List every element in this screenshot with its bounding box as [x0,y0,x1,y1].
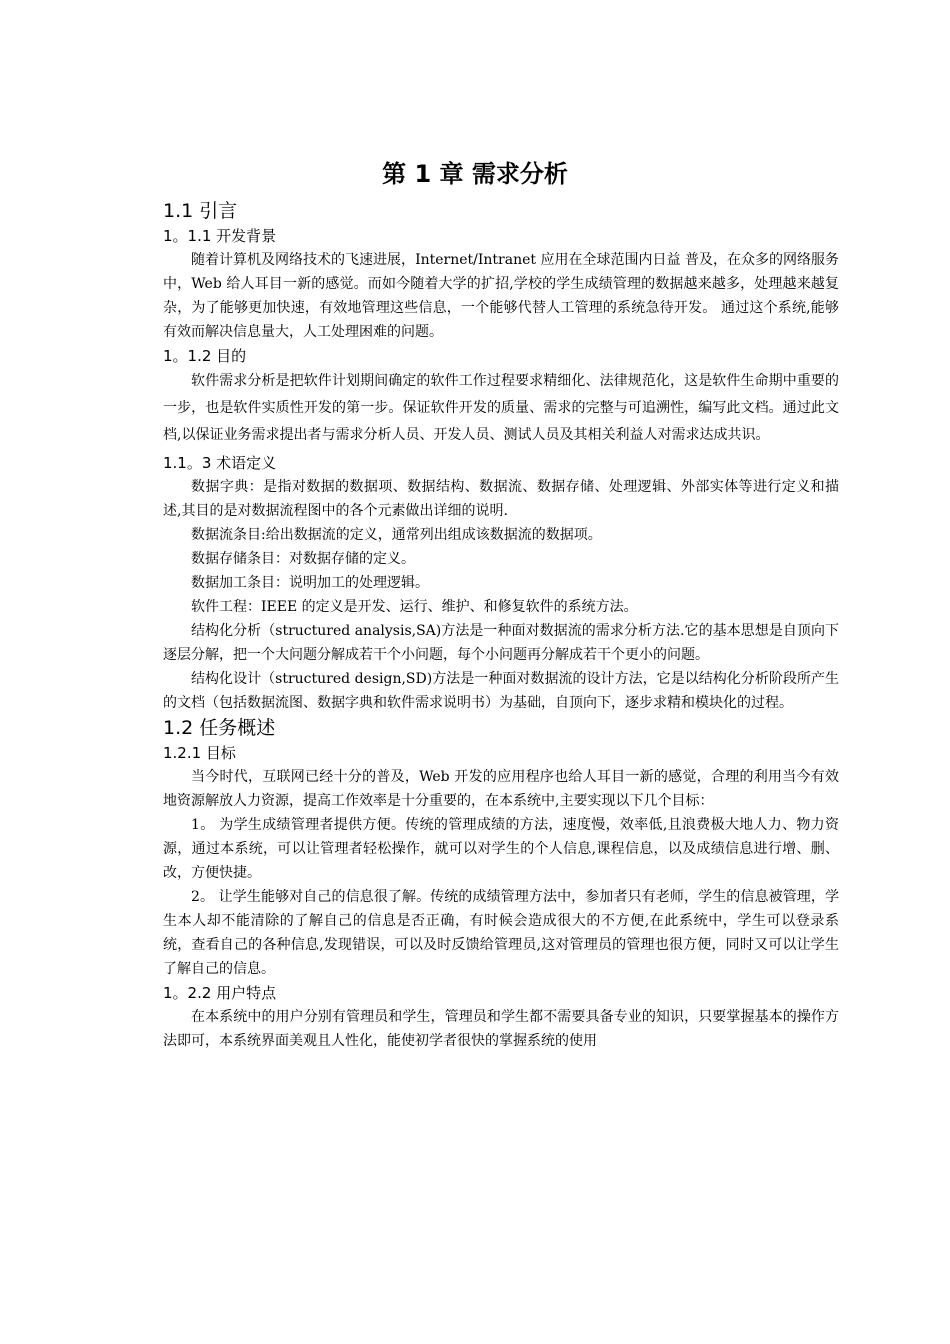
paragraph: 在本系统中的用户分别有管理员和学生，管理员和学生都不需要具备专业的知识，只要掌握基本的操作方法即可，本系统界面美观且人性化，能使初学者很快的掌握系统的使用 [163,1009,839,1049]
section-1-2-1-heading: 1.2.1 目标 [163,744,236,762]
paragraph: 软件需求分析是把软件计划期间确定的软件工作过程要求精细化、法律规范化，这是软件生命期中重要的一步，也是软件实质性开发的第一步。保证软件开发的质量、需求的完整与可追溯性，编写此文档。通过此文档,以保证业务需求提出者与需求分析人员、开发人员、测试人员及其相关利益人对需求达成共识。 [163,373,839,443]
paragraph: 1。 为学生成绩管理者提供方便。传统的管理成绩的方法，速度慢，效率低,且浪费极大地人力、物力资源，通过本系统，可以让管理者轻松操作，就可以对学生的个人信息,课程信息，以及成绩信息进行增、删、改，方便快捷。 [163,817,839,881]
paragraph: 数据字典：是指对数据的数据项、数据结构、数据流、数据存储、处理逻辑、外部实体等进行定义和描述,其目的是对数据流程图中的各个元素做出详细的说明. [163,479,839,519]
paragraph: 当今时代，互联网已经十分的普及，Web 开发的应用程序也给人耳目一新的感觉，合理的利用当今有效地资源解放人力资源，提高工作效率是十分重要的，在本系统中,主要实现以下几个目标： [163,769,839,809]
paragraph: 结构化设计（structured design,SD)方法是一种面对数据流的设计方法，它是以结构化分析阶段所产生的文档（包括数据流图、数据字典和软件需求说明书）为基础，自顶向下，逐步求精和模块化的过程。 [163,671,839,711]
document-body [163,198,839,1053]
paragraph: 数据存储条目：对数据存储的定义。 [191,551,415,567]
paragraph: 数据加工条目：说明加工的处理逻辑。 [191,575,429,591]
section-1-1-3-heading: 1.1。3 术语定义 [163,454,277,472]
section-1-1-heading: 1.1 引言 [163,200,238,222]
section-1-1-1-heading: 1。1.1 开发背景 [163,227,277,245]
section-1-1-2-heading: 1。1.2 目的 [163,347,247,365]
paragraph: 随着计算机及网络技术的飞速进展，Internet/Intranet 应用在全球范围内日益 普及，在众多的网络服务中，Web 给人耳目一新的感觉。而如今随着大学的扩招,学校的学生成绩管理的数据越来越多，处理越来越复杂，为了能够更加快速，有效地管理这些信息，一个能够代替人工管理的系统急待开发。 通过这个系统,能够有效而解决信息量大，人工处理困难的问题。 [163,252,839,340]
section-1-2-heading: 1.2 任务概述 [163,717,276,739]
paragraph: 2。 让学生能够对自己的信息很了解。传统的成绩管理方法中，参加者只有老师，学生的信息被管理，学生本人却不能清除的了解自己的信息是否正确，有时候会造成很大的不方便,在此系统中，学生可以登录系统，查看自己的各种信息,发现错误，可以及时反馈给管理员,这对管理员的管理也很方便，同时又可以让学生了解自己的信息。 [163,889,839,977]
chapter-title: 第 1 章 需求分析 [382,160,568,188]
section-1-2-2-heading: 1。2.2 用户特点 [163,984,277,1002]
paragraph: 数据流条目:给出数据流的定义，通常列出组成该数据流的数据项。 [191,527,602,543]
paragraph: 软件工程：IEEE 的定义是开发、运行、维护、和修复软件的系统方法。 [191,599,638,615]
paragraph: 结构化分析（structured analysis,SA)方法是一种面对数据流的需求分析方法.它的基本思想是自顶向下逐层分解，把一个大问题分解成若干个小问题，每个小问题再分解成若干个更小的问题。 [163,623,839,663]
